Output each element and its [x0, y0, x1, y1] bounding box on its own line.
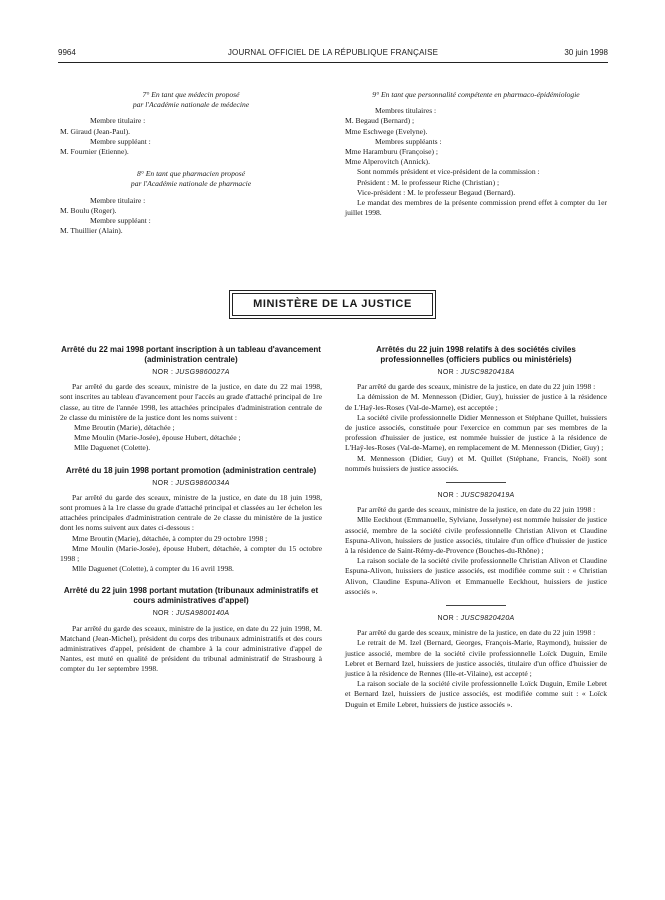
top-left-column — [60, 90, 322, 236]
header-rule — [58, 62, 608, 63]
nor-code: JUSC9820418A — [460, 369, 515, 376]
name-line: Mlle Daguenet (Colette), à compter du 16 avril 1998. — [72, 564, 234, 574]
article-2 — [60, 466, 322, 575]
section-9-titular-2: Mme Eschwege (Evelyne). — [345, 126, 428, 136]
nor-reference — [345, 614, 607, 624]
section-7-subtitle: par l'Académie nationale de médecine — [132, 100, 250, 110]
journal-title: JOURNAL OFFICIEL DE LA RÉPUBLIQUE FRANÇAISE — [227, 48, 439, 57]
section-9-substitute-2: Mme Alperovitch (Annick). — [345, 157, 430, 167]
nor-label: NOR : — [152, 610, 174, 618]
nor-code: JUSG9860034A — [175, 479, 230, 487]
right-article-3 — [345, 614, 607, 710]
section-7-title: 7° En tant que médecin proposé — [142, 90, 240, 99]
ministry-heading: MINISTÈRE DE LA JUSTICE — [232, 293, 433, 316]
right-article-2 — [345, 491, 607, 597]
nor-label: NOR : — [152, 479, 174, 487]
article-group-title: Arrêtés du 22 juin 1998 relatifs à des sociétés civiles professionnelles (officiers publics ou ministériels) — [376, 345, 576, 364]
article-title: Arrêté du 22 mai 1998 portant inscription à un tableau d'avancement (administration centrale) — [61, 345, 321, 364]
article-paragraph: La démission de M. Mennesson (Didier, Guy), huissier de justice à la résidence de L'Haÿ-les-Roses (Val-de-Marne), est acceptée ; — [345, 392, 607, 412]
nor-label: NOR : — [437, 492, 459, 500]
nor-reference — [345, 368, 607, 378]
name-line: Mme Moulin (Marie-Josée), épouse Hubert, détachée, à compter du 15 octobre 1998 ; — [60, 543, 322, 564]
section-8-title: 8° En tant que pharmacien proposé — [137, 169, 245, 179]
section-7-substitute-label: Membre suppléant : — [90, 136, 151, 146]
article-paragraph: La société civile professionnelle Didier Mennesson et Stéphane Quillet, huissiers de justice associés, constituée pour l'exercice en commun par ses membres de la profession d'huissier de justice, est nommée huissier de justice à la résidence de L'Haÿ-les-Roses (Val-de-Marne), en remplacement de M. Mennesson (Didier, Guy) ; — [345, 412, 607, 453]
page-number: 9964 — [58, 48, 76, 57]
article-body: Par arrêté du garde des sceaux, ministre de la justice, en date du 22 juin 1998, M. Matchand (Jean-Michel), président du corps des tribunaux administratifs et des cours administratives d'appel, président de chambre à la cour administrative d'appel de Nantes, est muté en qualité de président du tribunal administratif de Strasbourg à compter du 1er septembre 1998. — [60, 623, 322, 674]
section-9-titulars-label: Membres titulaires : — [375, 106, 437, 116]
separator — [446, 605, 506, 606]
president-text: Président : M. le professeur Riche (Christian) ; — [357, 177, 500, 187]
section-8-titular: M. Boulu (Roger). — [60, 205, 117, 215]
name-line: Mlle Daguenet (Colette). — [74, 443, 151, 453]
nor-code: JUSG9860027A — [175, 369, 230, 376]
article-paragraph: Mlle Eeckhout (Emmanuelle, Sylviane, Josselyne) est nommée huissier de justice associé, membre de la société civile professionnelle Christian Alivon et Claudine Espuna-Alivon, huissiers de justice associés, titulaire d'un office d'huissier de justice à la résidence de Saint-Rémy-de-Provence (Bouches-du-Rhône) ; — [345, 515, 607, 556]
nor-label: NOR : — [437, 615, 459, 623]
section-9-substitute-1: Mme Haramburu (Françoise) ; — [345, 147, 438, 157]
right-article-1 — [345, 368, 607, 474]
nor-code: JUSC9820419A — [460, 492, 515, 500]
article-paragraph: M. Mennesson (Didier, Guy) et M. Quillet (Stéphane, Francis, Noël) sont nommés huissiers de justice associés. — [345, 453, 607, 473]
section-8-substitute-label: Membre suppléant : — [90, 216, 151, 226]
nor-label: NOR : — [437, 369, 459, 376]
separator — [446, 482, 506, 483]
page-header — [58, 48, 608, 62]
section-7-titular-label: Membre titulaire : — [90, 116, 146, 126]
article-paragraph: Le retrait de M. Izel (Bernard, Georges, François-Marie, Raymond), huissier de justice associé, membre de la société civile professionnelle Loïck Duguin, Emile Lebret et Bernard Izel, huissiers de justice associés, titulaire d'un office d'huissier de justice à la résidence de Rennes (Ille-et-Vilaine), est accepté ; — [345, 638, 607, 679]
nor-label: NOR : — [152, 369, 174, 376]
section-7-substitute: M. Fournier (Etienne). — [60, 147, 129, 157]
article-body: Par arrêté du garde des sceaux, ministre de la justice, en date du 18 juin 1998, sont promues à la 1re classe du grade d'attaché principal et classées au 1er échelon les attachées principales d'administration centrale de 2e classe du ministère de la justice dont les noms suivent aux dates ci-dessous : — [60, 492, 322, 533]
article-title: Arrêté du 18 juin 1998 portant promotion (administration centrale) — [65, 465, 317, 475]
section-9-substitutes-label: Membres suppléants : — [375, 136, 442, 146]
section-7-titular: M. Giraud (Jean-Paul). — [60, 126, 131, 136]
section-9-titular-1: M. Begaud (Bernard) ; — [345, 116, 415, 126]
bottom-left-column — [60, 345, 322, 675]
article-paragraph: Par arrêté du garde des sceaux, ministre de la justice, en date du 22 juin 1998 : — [357, 382, 596, 392]
article-body: Par arrêté du garde des sceaux, ministre de la justice, en date du 22 mai 1998, sont inscrites au tableau d'avancement pour l'accès au grade d'attaché principal de 1re classe, au titre de l'année 1998, les attachées principales d'administration centrale de 2e classe du ministère de la justice dont les noms suivent : — [60, 382, 322, 422]
nor-reference — [60, 368, 322, 378]
article-paragraph: La raison sociale de la société civile professionnelle Christian Alivon et Claudine Espuna-Alivon, huissiers de justice associés, est modifiée comme suit : « Christian Alivon, Claudine Espuna-Alivon et Emmanuelle Eeckhout, huissiers de justice associés ». — [345, 556, 607, 596]
appointed-text: Sont nommés président et vice-président de la commission : — [357, 167, 540, 177]
article-1 — [60, 345, 322, 454]
mandate-text: Le mandat des membres de la présente commission prend effet à compter du 1er juillet 1998. — [345, 198, 607, 218]
article-paragraph: Par arrêté du garde des sceaux, ministre de la justice, en date du 22 juin 1998 : — [357, 628, 596, 638]
section-9-title: 9° En tant que personnalité compétente en pharmaco-épidémiologie — [372, 90, 580, 99]
article-paragraph: La raison sociale de la société civile professionnelle Loïck Duguin, Emile Lebret et Bernard Izel, huissiers de justice associés, est modifiée comme suit : « Loïck Duguin et Emile Lebret, huissiers de justice associés ». — [345, 679, 607, 709]
nor-reference — [345, 491, 607, 501]
section-8-substitute: M. Thuillier (Alain). — [60, 226, 123, 236]
nor-reference — [60, 479, 322, 489]
section-8-titular-label: Membre titulaire : — [90, 195, 146, 205]
nor-code: JUSC9820420A — [460, 615, 515, 623]
vice-president-text: Vice-président : M. le professeur Begaud (Bernard). — [357, 187, 516, 197]
nor-reference — [60, 609, 322, 619]
article-3 — [60, 586, 322, 674]
article-paragraph: Par arrêté du garde des sceaux, ministre de la justice, en date du 22 juin 1998 : — [357, 505, 596, 515]
section-8-subtitle: par l'Académie nationale de pharmacie — [130, 179, 252, 189]
nor-code: JUSA9800140A — [175, 610, 230, 618]
bottom-right-column — [345, 345, 607, 710]
name-line: Mme Moulin (Marie-Josée), épouse Hubert, détachée ; — [74, 433, 241, 443]
name-line: Mme Broutin (Marie), détachée, à compter du 29 octobre 1998 ; — [72, 533, 268, 543]
issue-date: 30 juin 1998 — [564, 48, 608, 57]
name-line: Mme Broutin (Marie), détachée ; — [74, 423, 175, 433]
article-title: Arrêté du 22 juin 1998 portant mutation (tribunaux administratifs et cours administratives d'appel) — [63, 586, 319, 606]
top-right-column — [345, 90, 607, 218]
